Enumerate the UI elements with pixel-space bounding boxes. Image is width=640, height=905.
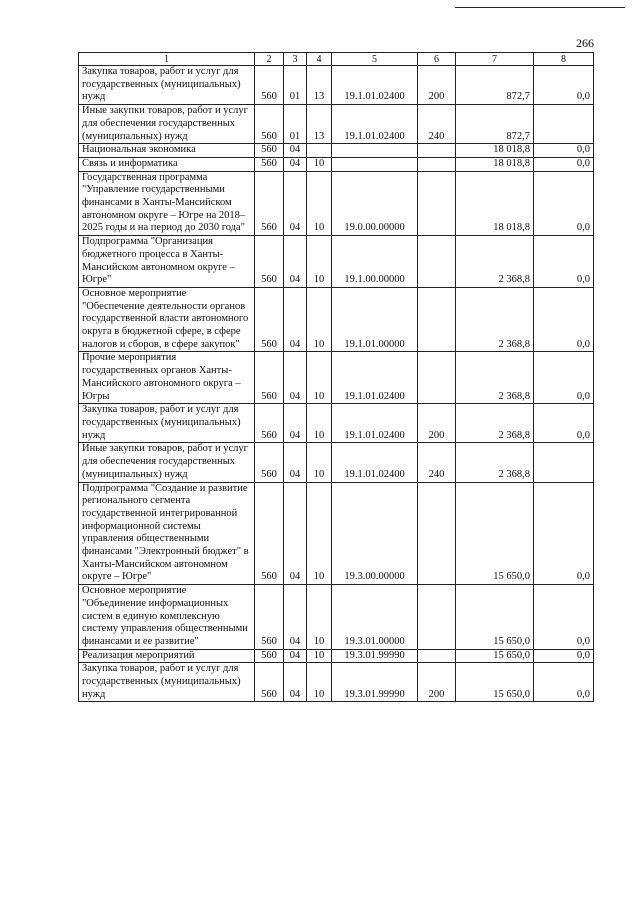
ministry-code-cell: 560 <box>255 144 284 158</box>
page-number: 266 <box>576 36 594 50</box>
amount-cell: 15 650,0 <box>456 482 534 585</box>
amount-extra-cell: 0,0 <box>534 352 594 404</box>
target-article-cell: 19.1.01.02400 <box>332 352 418 404</box>
subsection-cell: 10 <box>307 585 332 650</box>
table-row <box>79 157 594 171</box>
expense-type-cell: 200 <box>418 404 456 443</box>
amount-extra-cell: 0,0 <box>534 663 594 702</box>
table-row <box>79 287 594 352</box>
amount-cell: 2 368,8 <box>456 443 534 482</box>
section-cell: 04 <box>284 236 307 288</box>
subsection-cell <box>307 144 332 158</box>
expense-type-cell <box>418 585 456 650</box>
table-row <box>79 585 594 650</box>
section-cell: 04 <box>284 482 307 585</box>
target-article-cell <box>332 157 418 171</box>
table-row <box>79 404 594 443</box>
table-row <box>79 352 594 404</box>
table-row <box>79 649 594 663</box>
expense-type-cell: 200 <box>418 66 456 105</box>
amount-extra-cell: 0,0 <box>534 404 594 443</box>
header-rule <box>455 7 625 8</box>
amount-extra-cell: 0,0 <box>534 482 594 585</box>
section-cell: 04 <box>284 585 307 650</box>
budget-table <box>78 52 594 702</box>
section-cell: 04 <box>284 352 307 404</box>
amount-cell: 2 368,8 <box>456 287 534 352</box>
section-cell: 04 <box>284 443 307 482</box>
subsection-cell: 10 <box>307 443 332 482</box>
expense-type-cell <box>418 287 456 352</box>
amount-extra-cell: 0,0 <box>534 287 594 352</box>
target-article-cell: 19.3.00.00000 <box>332 482 418 585</box>
item-name-cell: Связь и информатика <box>79 157 255 171</box>
section-cell: 01 <box>284 66 307 105</box>
ministry-code-cell: 560 <box>255 649 284 663</box>
item-name-cell: Государственная программа "Управление государственными финансами в Ханты-Мансийском автономном округе – Югре на 2018–2025 годы и на период до 2030 года" <box>79 171 255 236</box>
expense-type-cell <box>418 157 456 171</box>
item-name-cell: Основное мероприятие "Обеспечение деятельности органов государственной власти автономного округа в бюджетной сфере, в сфере налогов и сборов, в сфере закупок" <box>79 287 255 352</box>
amount-extra-cell: 0,0 <box>534 157 594 171</box>
table-row <box>79 171 594 236</box>
amount-extra-cell <box>534 105 594 144</box>
ministry-code-cell: 560 <box>255 66 284 105</box>
table-row <box>79 236 594 288</box>
ministry-code-cell: 560 <box>255 157 284 171</box>
column-header: 2 <box>255 53 284 66</box>
section-cell: 04 <box>284 157 307 171</box>
target-article-cell: 19.3.01.99990 <box>332 663 418 702</box>
item-name-cell: Национальная экономика <box>79 144 255 158</box>
amount-cell: 15 650,0 <box>456 585 534 650</box>
section-cell: 04 <box>284 144 307 158</box>
section-cell: 04 <box>284 287 307 352</box>
column-header: 3 <box>284 53 307 66</box>
section-cell: 04 <box>284 404 307 443</box>
item-name-cell: Основное мероприятие "Объединение информационных систем в единую комплексную систему управления общественными финансами и ее развитие" <box>79 585 255 650</box>
subsection-cell: 10 <box>307 287 332 352</box>
amount-cell: 872,7 <box>456 66 534 105</box>
expense-type-cell: 240 <box>418 105 456 144</box>
expense-type-cell <box>418 352 456 404</box>
amount-cell: 18 018,8 <box>456 144 534 158</box>
amount-extra-cell: 0,0 <box>534 171 594 236</box>
amount-extra-cell: 0,0 <box>534 649 594 663</box>
subsection-cell: 10 <box>307 236 332 288</box>
amount-cell: 18 018,8 <box>456 157 534 171</box>
item-name-cell: Подпрограмма "Создание и развитие регионального сегмента государственной интегрированной информационной системы управления общественными финансами "Электронный бюджет" в Ханты-Мансийском автономном округе – Югре" <box>79 482 255 585</box>
amount-extra-cell: 0,0 <box>534 585 594 650</box>
ministry-code-cell: 560 <box>255 585 284 650</box>
ministry-code-cell: 560 <box>255 236 284 288</box>
ministry-code-cell: 560 <box>255 404 284 443</box>
column-header: 4 <box>307 53 332 66</box>
target-article-cell: 19.1.01.02400 <box>332 443 418 482</box>
ministry-code-cell: 560 <box>255 443 284 482</box>
ministry-code-cell: 560 <box>255 482 284 585</box>
target-article-cell: 19.1.01.00000 <box>332 287 418 352</box>
table-row <box>79 443 594 482</box>
ministry-code-cell: 560 <box>255 287 284 352</box>
expense-type-cell <box>418 144 456 158</box>
amount-extra-cell: 0,0 <box>534 144 594 158</box>
section-cell: 04 <box>284 663 307 702</box>
subsection-cell: 10 <box>307 663 332 702</box>
amount-cell: 15 650,0 <box>456 663 534 702</box>
subsection-cell: 10 <box>307 352 332 404</box>
item-name-cell: Закупка товаров, работ и услуг для государственных (муниципальных) нужд <box>79 663 255 702</box>
target-article-cell: 19.3.01.00000 <box>332 585 418 650</box>
expense-type-cell: 200 <box>418 663 456 702</box>
item-name-cell: Закупка товаров, работ и услуг для государственных (муниципальных) нужд <box>79 404 255 443</box>
amount-cell: 2 368,8 <box>456 236 534 288</box>
target-article-cell: 19.0.00.00000 <box>332 171 418 236</box>
subsection-cell: 13 <box>307 66 332 105</box>
amount-cell: 872,7 <box>456 105 534 144</box>
table-row <box>79 482 594 585</box>
amount-cell: 2 368,8 <box>456 352 534 404</box>
column-header: 8 <box>534 53 594 66</box>
table-header-row <box>79 53 594 66</box>
item-name-cell: Прочие мероприятия государственных органов Ханты-Мансийского автономного округа – Югры <box>79 352 255 404</box>
section-cell: 01 <box>284 105 307 144</box>
item-name-cell: Иные закупки товаров, работ и услуг для обеспечения государственных (муниципальных) нужд <box>79 443 255 482</box>
target-article-cell: 19.1.01.02400 <box>332 105 418 144</box>
expense-type-cell <box>418 482 456 585</box>
expense-type-cell <box>418 236 456 288</box>
subsection-cell: 10 <box>307 482 332 585</box>
subsection-cell: 10 <box>307 649 332 663</box>
expense-type-cell <box>418 649 456 663</box>
amount-cell: 18 018,8 <box>456 171 534 236</box>
amount-extra-cell: 0,0 <box>534 66 594 105</box>
subsection-cell: 13 <box>307 105 332 144</box>
amount-cell: 2 368,8 <box>456 404 534 443</box>
amount-extra-cell <box>534 443 594 482</box>
ministry-code-cell: 560 <box>255 171 284 236</box>
item-name-cell: Подпрограмма "Организация бюджетного процесса в Ханты-Мансийском автономном округе – Югре" <box>79 236 255 288</box>
section-cell: 04 <box>284 171 307 236</box>
expense-type-cell <box>418 171 456 236</box>
table-body <box>79 66 594 702</box>
amount-extra-cell: 0,0 <box>534 236 594 288</box>
column-header: 1 <box>79 53 255 66</box>
column-header: 7 <box>456 53 534 66</box>
item-name-cell: Закупка товаров, работ и услуг для государственных (муниципальных) нужд <box>79 66 255 105</box>
table-row <box>79 663 594 702</box>
target-article-cell: 19.1.01.02400 <box>332 404 418 443</box>
ministry-code-cell: 560 <box>255 663 284 702</box>
subsection-cell: 10 <box>307 157 332 171</box>
subsection-cell: 10 <box>307 171 332 236</box>
table-row <box>79 66 594 105</box>
item-name-cell: Иные закупки товаров, работ и услуг для обеспечения государственных (муниципальных) нужд <box>79 105 255 144</box>
subsection-cell: 10 <box>307 404 332 443</box>
ministry-code-cell: 560 <box>255 352 284 404</box>
target-article-cell: 19.3.01.99990 <box>332 649 418 663</box>
ministry-code-cell: 560 <box>255 105 284 144</box>
section-cell: 04 <box>284 649 307 663</box>
amount-cell: 15 650,0 <box>456 649 534 663</box>
item-name-cell: Реализация мероприятий <box>79 649 255 663</box>
expense-type-cell: 240 <box>418 443 456 482</box>
table-row <box>79 144 594 158</box>
target-article-cell <box>332 144 418 158</box>
column-header: 5 <box>332 53 418 66</box>
column-header: 6 <box>418 53 456 66</box>
table-row <box>79 105 594 144</box>
target-article-cell: 19.1.01.02400 <box>332 66 418 105</box>
target-article-cell: 19.1.00.00000 <box>332 236 418 288</box>
